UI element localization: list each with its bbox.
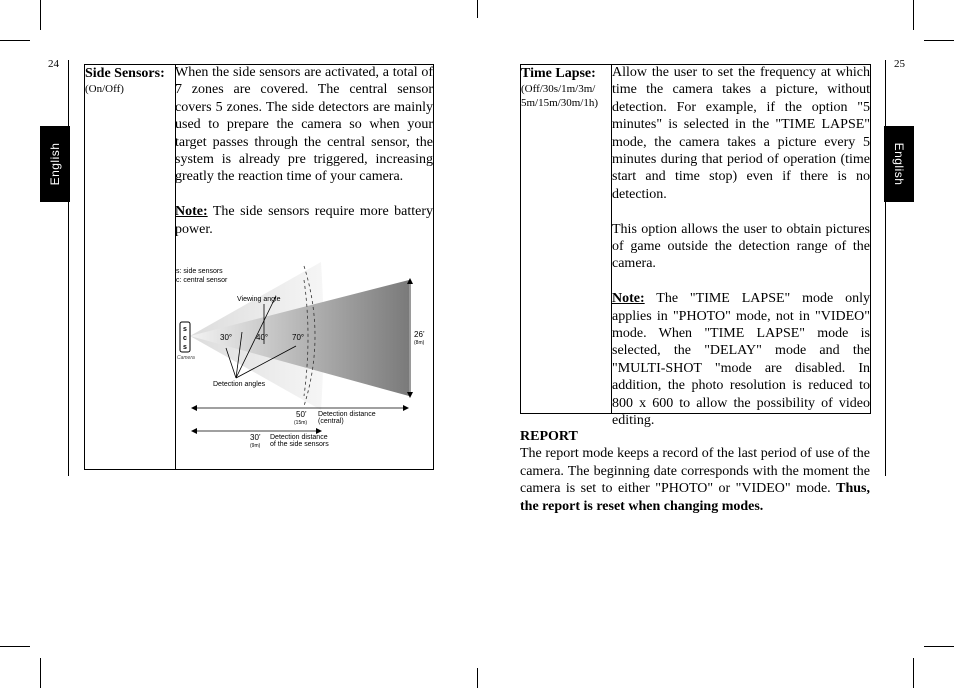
- time-lapse-paragraph: Allow the user to set the frequency at which time the camera takes a picture, without detection. For example, if the option "5 minutes" is selected in the "TIME LAPSE" mode, the camera takes a picture every 5 minutes during that period of operation (time start and time stop) even if there is no detection.: [612, 65, 870, 202]
- language-tab-label: English: [892, 142, 906, 186]
- angle-40: 40°: [256, 333, 269, 342]
- note-label: Note:: [175, 204, 208, 220]
- arrow-head: [191, 405, 197, 411]
- sensor-label-c: c: [183, 335, 187, 342]
- crop-mark: [913, 658, 914, 688]
- gutter-line: [885, 60, 886, 476]
- side-distance-metric: (9m): [250, 443, 261, 449]
- note-text: The "TIME LAPSE" mode only applies in "PHOTO" mode, not in "VIDEO" mode. When "TIME LAPSE" mode is selected, the "DELAY" mode and the "MULTI-SHOT "mode are disabled. In addition, the photo resolution is reduced to 800 x 600 to allow the possibility of video editing.: [612, 291, 870, 429]
- side-distance-label: Detection distance: [270, 434, 328, 441]
- side-sensors-description: [175, 64, 433, 238]
- arrow-head: [403, 405, 409, 411]
- height-value: 26’: [414, 330, 425, 339]
- crop-mark: [0, 40, 30, 41]
- note-label: Note:: [612, 291, 645, 307]
- central-distance-value: 50’: [296, 410, 307, 419]
- page-number-left: 24: [48, 58, 59, 70]
- legend-side: s: side sensors: [176, 268, 223, 275]
- crop-mark: [924, 40, 954, 41]
- time-lapse-options: 5m/15m/30m/1h): [521, 97, 598, 109]
- central-distance-label: Detection distance: [318, 411, 376, 418]
- report-heading: REPORT: [520, 429, 578, 444]
- camera-label: Camera: [177, 355, 195, 361]
- arrow-head: [191, 428, 197, 434]
- crop-mark: [40, 658, 41, 688]
- language-tab-right: [884, 126, 914, 202]
- detection-angles-label: Detection angles: [213, 381, 266, 388]
- side-sensors-title: Side Sensors:: [85, 66, 165, 81]
- height-metric: (8m): [414, 340, 425, 346]
- legend-central: c: central sensor: [176, 277, 228, 284]
- time-lapse-title: Time Lapse:: [521, 66, 596, 81]
- time-lapse-note: [612, 290, 870, 429]
- crop-mark: [40, 0, 41, 30]
- crop-mark: [477, 0, 478, 18]
- page-number-right: 25: [894, 58, 905, 70]
- viewing-angle-label: Viewing angle: [237, 296, 281, 303]
- time-lapse-options: (Off/30s/1m/3m/: [521, 83, 596, 95]
- side-sensors-options: (On/Off): [85, 83, 124, 95]
- crop-mark: [924, 646, 954, 647]
- side-sensors-paragraph: When the side sensors are activated, a total of 7 zones are covered. The central sensor covers 5 zones. The side detectors are mainly used to prepare the camera so when your target passes through the central sensor, the system is already pre triggered, increasing greatly the reaction time of your camera.: [175, 65, 433, 185]
- detection-diagram: [176, 260, 432, 456]
- language-tab-label: English: [48, 142, 62, 186]
- side-distance-value: 30’: [250, 433, 261, 442]
- side-distance-label: of the side sensors: [270, 441, 329, 448]
- sensor-label-s: s: [183, 326, 187, 333]
- note-text: The side sensors require more battery power.: [175, 204, 433, 237]
- angle-30: 30°: [220, 333, 233, 342]
- crop-mark: [0, 646, 30, 647]
- report-paragraph: [520, 445, 870, 515]
- central-distance-metric: (15m): [294, 420, 308, 426]
- crop-mark: [477, 668, 478, 688]
- sensor-label-s: s: [183, 344, 187, 351]
- language-tab-left: [40, 126, 70, 202]
- side-sensors-note: [175, 203, 433, 238]
- central-distance-label: (central): [318, 418, 344, 425]
- angle-70: 70°: [292, 333, 305, 342]
- report-bold-text: Thus, the report is reset when changing modes.: [520, 481, 870, 514]
- time-lapse-paragraph: This option allows the user to obtain pictures of game outside the detection range of the camera.: [612, 221, 870, 272]
- gutter-line: [68, 60, 69, 476]
- time-lapse-label-cell: [521, 65, 598, 413]
- side-sensors-label-cell: [85, 65, 165, 469]
- report-text: The report mode keeps a record of the last period of use of the camera. The beginning date corresponds with the moment the camera is set to either "PHOTO" or "VIDEO" mode.: [520, 446, 870, 497]
- time-lapse-description: [612, 64, 870, 430]
- crop-mark: [913, 0, 914, 30]
- report-section: [520, 428, 870, 515]
